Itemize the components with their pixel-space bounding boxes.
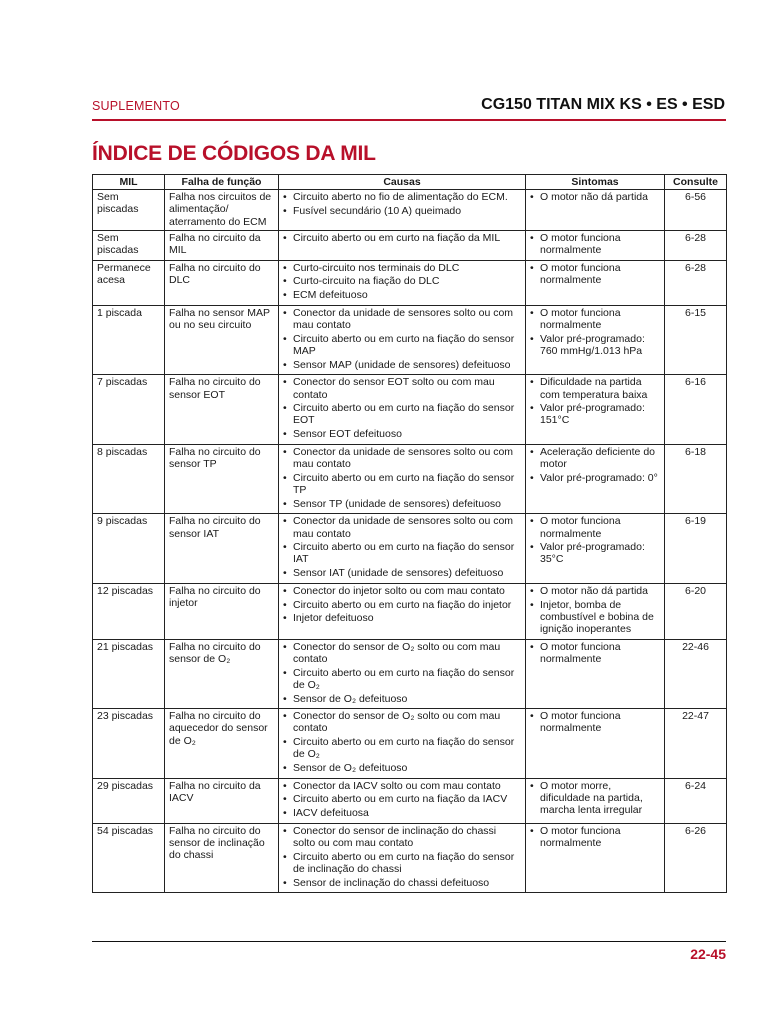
causas-cell xyxy=(279,778,526,823)
table-row xyxy=(93,514,727,584)
cause-item: • Fusível secundário (10 A) queimado xyxy=(283,205,521,217)
cause-item: • Conector do sensor de O₂ solto ou com mau contato xyxy=(283,641,521,665)
causas-cell-list xyxy=(283,232,521,244)
causas-cell-list xyxy=(283,780,521,820)
cause-item: • Sensor de O₂ defeituoso xyxy=(283,693,521,705)
causas-cell-list xyxy=(283,446,521,510)
table-row xyxy=(93,190,727,231)
cause-item: • Conector do sensor de O₂ solto ou com mau contato xyxy=(283,710,521,734)
cause-item: • Sensor de inclinação do chassi defeituoso xyxy=(283,877,521,889)
sintomas-cell-list xyxy=(530,780,660,817)
table-row xyxy=(93,260,727,305)
causas-cell-list xyxy=(283,710,521,774)
sintomas-cell xyxy=(526,444,665,514)
table-row xyxy=(93,823,727,893)
sintomas-cell xyxy=(526,709,665,779)
falha-cell: Falha no circuito da MIL xyxy=(165,230,279,260)
cause-item: • Injetor defeituoso xyxy=(283,612,521,624)
mil-code-table xyxy=(92,174,727,893)
mil-cell: Permanece acesa xyxy=(93,260,165,305)
symptom-item: • Injetor, bomba de combustível e bobina de ignição inoperantes xyxy=(530,599,660,636)
symptom-item: • Dificuldade na partida com temperatura baixa xyxy=(530,376,660,400)
sintomas-cell-list xyxy=(530,446,660,484)
table-row xyxy=(93,444,727,514)
cause-item: • Circuito aberto ou em curto na fiação do sensor de inclinação do chassi xyxy=(283,851,521,875)
model-title: CG150 TITAN MIX KS • ES • ESD xyxy=(481,96,725,113)
symptom-item: • O motor funciona normalmente xyxy=(530,262,660,286)
cause-item: • Circuito aberto ou em curto na fiação do sensor de O₂ xyxy=(283,667,521,691)
causas-cell-list xyxy=(283,376,521,440)
symptom-item: • O motor funciona normalmente xyxy=(530,710,660,734)
consulte-cell: 6-56 xyxy=(665,190,727,231)
cause-item: • Circuito aberto ou em curto na fiação do sensor TP xyxy=(283,472,521,496)
table-row xyxy=(93,778,727,823)
sintomas-cell-list xyxy=(530,515,660,565)
causas-cell xyxy=(279,583,526,639)
causas-cell-list xyxy=(283,191,521,217)
cause-item: • Sensor TP (unidade de sensores) defeituoso xyxy=(283,498,521,510)
footer-divider xyxy=(92,941,726,942)
causas-cell xyxy=(279,375,526,445)
symptom-item: • O motor funciona normalmente xyxy=(530,307,660,331)
section-label: SUPLEMENTO xyxy=(92,99,180,113)
sintomas-cell-list xyxy=(530,307,660,357)
mil-cell: Sem piscadas xyxy=(93,230,165,260)
sintomas-cell xyxy=(526,260,665,305)
mil-cell: Sem piscadas xyxy=(93,190,165,231)
cause-item: • Conector da unidade de sensores solto ou com mau contato xyxy=(283,515,521,539)
falha-cell: Falha no circuito da IACV xyxy=(165,778,279,823)
consulte-cell: 6-18 xyxy=(665,444,727,514)
causas-cell xyxy=(279,823,526,893)
symptom-item: • O motor não dá partida xyxy=(530,191,660,203)
causas-cell xyxy=(279,709,526,779)
causas-cell xyxy=(279,305,526,375)
symptom-item: • O motor funciona normalmente xyxy=(530,641,660,665)
cause-item: • Circuito aberto ou em curto na fiação da IACV xyxy=(283,793,521,805)
table-header-row xyxy=(93,175,727,190)
causas-cell-list xyxy=(283,262,521,302)
causas-cell xyxy=(279,260,526,305)
symptom-item: • O motor funciona normalmente xyxy=(530,825,660,849)
sintomas-cell xyxy=(526,823,665,893)
cause-item: • Sensor de O₂ defeituoso xyxy=(283,762,521,774)
consulte-cell: 6-26 xyxy=(665,823,727,893)
causas-cell xyxy=(279,230,526,260)
consulte-cell: 6-24 xyxy=(665,778,727,823)
sintomas-cell-list xyxy=(530,585,660,635)
falha-cell: Falha no circuito do sensor TP xyxy=(165,444,279,514)
sintomas-cell xyxy=(526,583,665,639)
cause-item: • Circuito aberto ou em curto na fiação do sensor de O₂ xyxy=(283,736,521,760)
sintomas-cell-list xyxy=(530,641,660,665)
cause-item: • Circuito aberto no fio de alimentação do ECM. xyxy=(283,191,521,203)
table-row xyxy=(93,305,727,375)
cause-item: • Conector da IACV solto ou com mau contato xyxy=(283,780,521,792)
mil-cell: 12 piscadas xyxy=(93,583,165,639)
mil-cell: 7 piscadas xyxy=(93,375,165,445)
cause-item: • Curto-circuito na fiação do DLC xyxy=(283,275,521,287)
symptom-item: • Valor pré-programado: 35°C xyxy=(530,541,660,565)
cause-item: • Circuito aberto ou em curto na fiação da MIL xyxy=(283,232,521,244)
symptom-item: • O motor morre, dificuldade na partida, marcha lenta irregular xyxy=(530,780,660,817)
column-header-consulte: Consulte xyxy=(665,175,727,190)
cause-item: • Conector da unidade de sensores solto ou com mau contato xyxy=(283,446,521,470)
sintomas-cell xyxy=(526,639,665,709)
page-header xyxy=(92,97,725,121)
symptom-item: • Valor pré-programado: 760 mmHg/1.013 hPa xyxy=(530,333,660,357)
page-number: 22-45 xyxy=(690,946,726,962)
falha-cell: Falha no circuito do sensor IAT xyxy=(165,514,279,584)
causas-cell xyxy=(279,514,526,584)
cause-item: • Conector da unidade de sensores solto ou com mau contato xyxy=(283,307,521,331)
table-body xyxy=(93,190,727,893)
sintomas-cell xyxy=(526,190,665,231)
cause-item: • Sensor MAP (unidade de sensores) defeituoso xyxy=(283,359,521,371)
falha-cell: Falha no circuito do sensor de inclinação do chassi xyxy=(165,823,279,893)
consulte-cell: 6-20 xyxy=(665,583,727,639)
sintomas-cell xyxy=(526,305,665,375)
falha-cell: Falha no circuito do DLC xyxy=(165,260,279,305)
sintomas-cell xyxy=(526,778,665,823)
sintomas-cell-list xyxy=(530,710,660,734)
causas-cell-list xyxy=(283,515,521,579)
column-header-sintomas: Sintomas xyxy=(526,175,665,190)
mil-cell: 9 piscadas xyxy=(93,514,165,584)
falha-cell: Falha nos circuitos de alimentação/ aterramento do ECM xyxy=(165,190,279,231)
causas-cell-list xyxy=(283,585,521,625)
causas-cell-list xyxy=(283,825,521,889)
symptom-item: • Valor pré-programado: 0° xyxy=(530,472,660,484)
cause-item: • Conector do sensor EOT solto ou com mau contato xyxy=(283,376,521,400)
falha-cell: Falha no circuito do aquecedor do sensor de O₂ xyxy=(165,709,279,779)
symptom-item: • Aceleração deficiente do motor xyxy=(530,446,660,470)
table-row xyxy=(93,230,727,260)
causas-cell-list xyxy=(283,307,521,371)
mil-cell: 1 piscada xyxy=(93,305,165,375)
cause-item: • Sensor IAT (unidade de sensores) defeituoso xyxy=(283,567,521,579)
consulte-cell: 6-19 xyxy=(665,514,727,584)
causas-cell xyxy=(279,190,526,231)
sintomas-cell-list xyxy=(530,825,660,849)
sintomas-cell xyxy=(526,514,665,584)
sintomas-cell xyxy=(526,375,665,445)
consulte-cell: 22-46 xyxy=(665,639,727,709)
falha-cell: Falha no circuito do sensor de O₂ xyxy=(165,639,279,709)
mil-cell: 23 piscadas xyxy=(93,709,165,779)
consulte-cell: 6-16 xyxy=(665,375,727,445)
consulte-cell: 22-47 xyxy=(665,709,727,779)
symptom-item: • O motor não dá partida xyxy=(530,585,660,597)
table-row xyxy=(93,375,727,445)
cause-item: • ECM defeituoso xyxy=(283,289,521,301)
sintomas-cell-list xyxy=(530,191,660,203)
page-title: ÍNDICE DE CÓDIGOS DA MIL xyxy=(92,142,376,165)
cause-item: • Circuito aberto ou em curto na fiação do sensor IAT xyxy=(283,541,521,565)
falha-cell: Falha no sensor MAP ou no seu circuito xyxy=(165,305,279,375)
falha-cell: Falha no circuito do sensor EOT xyxy=(165,375,279,445)
table-row xyxy=(93,583,727,639)
consulte-cell: 6-28 xyxy=(665,260,727,305)
cause-item: • Conector do sensor de inclinação do chassi solto ou com mau contato xyxy=(283,825,521,849)
cause-item: • Circuito aberto ou em curto na fiação do sensor EOT xyxy=(283,402,521,426)
sintomas-cell-list xyxy=(530,232,660,256)
column-header-falha: Falha de função xyxy=(165,175,279,190)
cause-item: • Circuito aberto ou em curto na fiação do sensor MAP xyxy=(283,333,521,357)
mil-cell: 29 piscadas xyxy=(93,778,165,823)
sintomas-cell-list xyxy=(530,262,660,286)
symptom-item: • O motor funciona normalmente xyxy=(530,232,660,256)
symptom-item: • Valor pré-programado: 151°C xyxy=(530,402,660,426)
header-divider xyxy=(92,119,726,121)
mil-cell: 54 piscadas xyxy=(93,823,165,893)
symptom-item: • O motor funciona normalmente xyxy=(530,515,660,539)
column-header-mil: MIL xyxy=(93,175,165,190)
mil-cell: 8 piscadas xyxy=(93,444,165,514)
causas-cell xyxy=(279,639,526,709)
causas-cell xyxy=(279,444,526,514)
cause-item: • Curto-circuito nos terminais do DLC xyxy=(283,262,521,274)
causas-cell-list xyxy=(283,641,521,705)
consulte-cell: 6-15 xyxy=(665,305,727,375)
table-row xyxy=(93,709,727,779)
cause-item: • Circuito aberto ou em curto na fiação do injetor xyxy=(283,599,521,611)
consulte-cell: 6-28 xyxy=(665,230,727,260)
table-row xyxy=(93,639,727,709)
column-header-causas: Causas xyxy=(279,175,526,190)
cause-item: • Conector do injetor solto ou com mau contato xyxy=(283,585,521,597)
cause-item: • Sensor EOT defeituoso xyxy=(283,428,521,440)
cause-item: • IACV defeituosa xyxy=(283,807,521,819)
sintomas-cell xyxy=(526,230,665,260)
sintomas-cell-list xyxy=(530,376,660,426)
falha-cell: Falha no circuito do injetor xyxy=(165,583,279,639)
mil-cell: 21 piscadas xyxy=(93,639,165,709)
